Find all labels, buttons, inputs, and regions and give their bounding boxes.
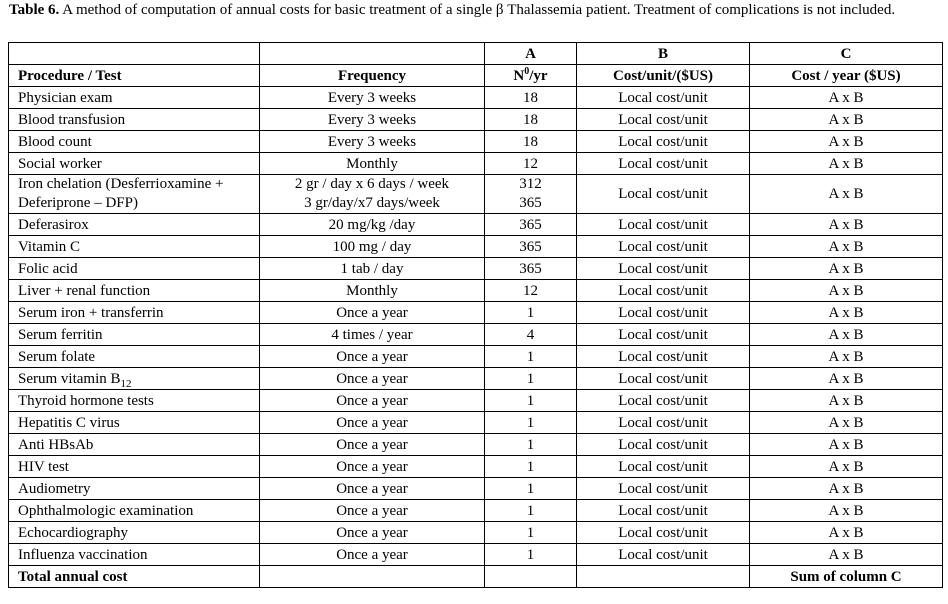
procedure-cell: Thyroid hormone tests: [9, 390, 260, 412]
procedure-cell: Serum folate: [9, 346, 260, 368]
cost-year-cell: A x B: [750, 236, 943, 258]
cost-year-cell: A x B: [750, 390, 943, 412]
frequency-cell: Every 3 weeks: [260, 109, 485, 131]
cost-unit-cell: Local cost/unit: [577, 109, 750, 131]
cost-year-cell: A x B: [750, 434, 943, 456]
procedure-cell: HIV test: [9, 456, 260, 478]
cost-unit-cell: Local cost/unit: [577, 434, 750, 456]
cost-unit-cell: Local cost/unit: [577, 87, 750, 109]
number-per-year-cell: 365: [485, 214, 577, 236]
table-caption-text: A method of computation of annual costs for basic treatment of a single β Thalassemia patient. Treatment of complications is not included.: [59, 2, 896, 18]
procedure-cell: Serum iron + transferrin: [9, 302, 260, 324]
frequency-cell: Once a year: [260, 412, 485, 434]
number-per-year-cell: 1: [485, 478, 577, 500]
procedure-sub: 12: [120, 377, 132, 390]
cost-year-cell: A x B: [750, 153, 943, 175]
frequency-cell: Monthly: [260, 153, 485, 175]
frequency-cell: Once a year: [260, 346, 485, 368]
cost-year-cell: A x B: [750, 412, 943, 434]
frequency-cell: Once a year: [260, 390, 485, 412]
table-row: [9, 456, 943, 478]
cost-year-cell: A x B: [750, 368, 943, 390]
column-letter: [260, 43, 485, 65]
table-row: [9, 87, 943, 109]
column-header-row: [9, 65, 943, 87]
table-row: [9, 368, 943, 390]
number-per-year-cell: 18: [485, 131, 577, 153]
number-per-year-cell: 12: [485, 153, 577, 175]
procedure-cell: Anti HBsAb: [9, 434, 260, 456]
table-row: [9, 258, 943, 280]
number-per-year-cell: 365: [485, 258, 577, 280]
procedure-cell: Liver + renal function: [9, 280, 260, 302]
frequency-cell: 20 mg/kg /day: [260, 214, 485, 236]
number-per-year-cell: 1: [485, 500, 577, 522]
procedure-cell: Echocardiography: [9, 522, 260, 544]
table-row: [9, 522, 943, 544]
procedure-cell: Vitamin C: [9, 236, 260, 258]
header-n-sup: 0: [524, 65, 530, 77]
number-per-year-cell: 1: [485, 544, 577, 566]
cost-year-cell: A x B: [750, 280, 943, 302]
procedure-line: Iron chelation (Desferrioxamine +: [18, 176, 224, 192]
annual-cost-table: [8, 42, 943, 588]
procedure-cell: Ophthalmologic examination: [9, 500, 260, 522]
table-row: [9, 302, 943, 324]
empty-cell: [577, 566, 750, 588]
cost-year-cell: A x B: [750, 544, 943, 566]
frequency-cell: Once a year: [260, 368, 485, 390]
empty-cell: [485, 566, 577, 588]
cost-year-cell: A x B: [750, 500, 943, 522]
number-per-year-cell: 12: [485, 280, 577, 302]
column-letter-c: C: [750, 43, 943, 65]
procedure-cell: Folic acid: [9, 258, 260, 280]
frequency-cell: Every 3 weeks: [260, 131, 485, 153]
total-row: [9, 566, 943, 588]
table-row: [9, 434, 943, 456]
cost-unit-cell: Local cost/unit: [577, 346, 750, 368]
cost-year-cell: A x B: [750, 109, 943, 131]
cost-year-cell: A x B: [750, 302, 943, 324]
cost-year-cell: A x B: [750, 522, 943, 544]
frequency-cell: Once a year: [260, 434, 485, 456]
header-number-per-year: [485, 65, 577, 87]
cost-year-cell: A x B: [750, 131, 943, 153]
cost-year-cell: A x B: [750, 214, 943, 236]
cost-unit-cell: Local cost/unit: [577, 214, 750, 236]
procedure-cell: Audiometry: [9, 478, 260, 500]
procedure-cell: Hepatitis C virus: [9, 412, 260, 434]
frequency-cell: Once a year: [260, 478, 485, 500]
number-per-year-cell: [485, 175, 577, 214]
header-cost-unit: Cost/unit/($US): [577, 65, 750, 87]
procedure-cell: Blood transfusion: [9, 109, 260, 131]
table-row: [9, 214, 943, 236]
frequency-line: 2 gr / day x 6 days / week: [294, 176, 450, 192]
cost-unit-cell: Local cost/unit: [577, 544, 750, 566]
table-caption: [9, 2, 945, 19]
header-n-suffix: /yr: [529, 67, 548, 84]
table-row: [9, 153, 943, 175]
cost-unit-cell: Local cost/unit: [577, 390, 750, 412]
number-per-year-cell: 1: [485, 302, 577, 324]
procedure-cell: Influenza vaccination: [9, 544, 260, 566]
column-letter-a: A: [485, 43, 577, 65]
column-letter: [9, 43, 260, 65]
empty-cell: [260, 566, 485, 588]
frequency-cell: Monthly: [260, 280, 485, 302]
table-row: [9, 390, 943, 412]
column-letter-b: B: [577, 43, 750, 65]
frequency-cell: Once a year: [260, 544, 485, 566]
frequency-line: 3 gr/day/x7 days/week: [304, 195, 440, 211]
number-per-year-cell: 1: [485, 346, 577, 368]
number-per-year-cell: 1: [485, 412, 577, 434]
frequency-cell: Every 3 weeks: [260, 87, 485, 109]
procedure-base: Serum vitamin B: [18, 370, 121, 387]
table-caption-label: Table 6.: [9, 2, 60, 18]
number-per-year-cell: 1: [485, 368, 577, 390]
procedure-cell: Serum ferritin: [9, 324, 260, 346]
procedure-cell: Deferasirox: [9, 214, 260, 236]
table-row: [9, 478, 943, 500]
number-per-year-cell: 18: [485, 87, 577, 109]
table-row: [9, 280, 943, 302]
table-row: [9, 346, 943, 368]
table-row: [9, 236, 943, 258]
cost-unit-cell: Local cost/unit: [577, 280, 750, 302]
frequency-cell: [260, 175, 485, 214]
table-row: [9, 109, 943, 131]
cost-unit-cell: Local cost/unit: [577, 258, 750, 280]
frequency-cell: 1 tab / day: [260, 258, 485, 280]
total-label: Total annual cost: [9, 566, 260, 588]
cost-unit-cell: Local cost/unit: [577, 153, 750, 175]
cost-unit-cell: Local cost/unit: [577, 456, 750, 478]
frequency-cell: Once a year: [260, 456, 485, 478]
number-per-year-cell: 4: [485, 324, 577, 346]
number-per-year-cell: 1: [485, 390, 577, 412]
cost-year-cell: A x B: [750, 258, 943, 280]
table-row: [9, 131, 943, 153]
cost-unit-cell: Local cost/unit: [577, 131, 750, 153]
table-row: [9, 175, 943, 214]
number-line: 365: [519, 195, 542, 211]
cost-year-cell: A x B: [750, 478, 943, 500]
frequency-cell: Once a year: [260, 302, 485, 324]
frequency-cell: Once a year: [260, 500, 485, 522]
number-per-year-cell: 1: [485, 434, 577, 456]
cost-unit-cell: Local cost/unit: [577, 302, 750, 324]
table-row: [9, 324, 943, 346]
procedure-line: Deferiprone – DFP): [18, 195, 138, 211]
cost-unit-cell: Local cost/unit: [577, 324, 750, 346]
cost-unit-cell: Local cost/unit: [577, 478, 750, 500]
procedure-cell: Blood count: [9, 131, 260, 153]
header-cost-year: Cost / year ($US): [750, 65, 943, 87]
cost-year-cell: A x B: [750, 346, 943, 368]
procedure-cell: Social worker: [9, 153, 260, 175]
cost-year-cell: A x B: [750, 324, 943, 346]
cost-unit-cell: Local cost/unit: [577, 236, 750, 258]
cost-unit-cell: Local cost/unit: [577, 368, 750, 390]
header-frequency: Frequency: [260, 65, 485, 87]
column-letter-row: [9, 43, 943, 65]
table-row: [9, 500, 943, 522]
procedure-cell: [9, 368, 260, 390]
header-procedure: Procedure / Test: [9, 65, 260, 87]
table-row: [9, 412, 943, 434]
frequency-cell: 4 times / year: [260, 324, 485, 346]
cost-year-cell: A x B: [750, 456, 943, 478]
procedure-cell: [9, 175, 260, 214]
header-n-base: N: [513, 67, 525, 84]
number-line: 312: [519, 176, 542, 192]
number-per-year-cell: 1: [485, 456, 577, 478]
table-row: [9, 544, 943, 566]
procedure-cell: Physician exam: [9, 87, 260, 109]
cost-unit-cell: Local cost/unit: [577, 412, 750, 434]
frequency-cell: 100 mg / day: [260, 236, 485, 258]
cost-year-cell: A x B: [750, 175, 943, 214]
cost-unit-cell: Local cost/unit: [577, 175, 750, 214]
cost-unit-cell: Local cost/unit: [577, 500, 750, 522]
total-value: Sum of column C: [750, 566, 943, 588]
cost-unit-cell: Local cost/unit: [577, 522, 750, 544]
number-per-year-cell: 1: [485, 522, 577, 544]
cost-year-cell: A x B: [750, 87, 943, 109]
number-per-year-cell: 18: [485, 109, 577, 131]
frequency-cell: Once a year: [260, 522, 485, 544]
number-per-year-cell: 365: [485, 236, 577, 258]
